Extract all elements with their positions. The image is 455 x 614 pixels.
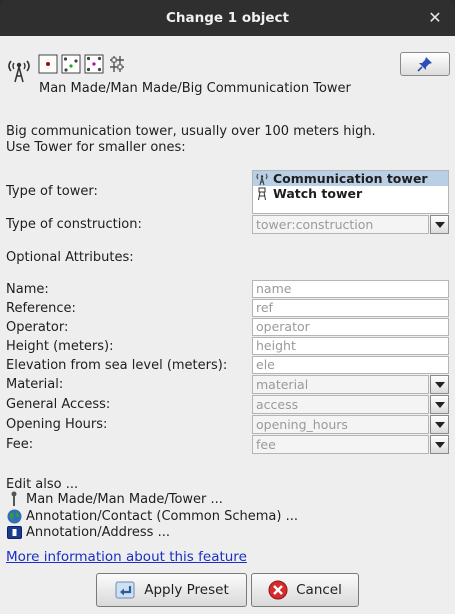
dialog-content bbox=[0, 36, 455, 614]
option-watch-tower: Watch tower bbox=[273, 186, 363, 201]
relation-icon bbox=[110, 56, 124, 72]
apply-arrow-icon bbox=[114, 580, 136, 600]
chevron-down-icon bbox=[435, 422, 445, 428]
edit-also-item-label: Man Made/Man Made/Tower ... bbox=[26, 491, 223, 507]
construction-dropdown-button[interactable] bbox=[430, 215, 449, 234]
title-bar bbox=[0, 0, 455, 36]
edit-also-contact-link[interactable] bbox=[6, 508, 298, 524]
height-field[interactable]: height bbox=[252, 337, 449, 355]
edit-also-item-label: Annotation/Contact (Common Schema) ... bbox=[26, 508, 299, 524]
opening-hours-dropdown-button[interactable] bbox=[430, 415, 449, 434]
chevron-down-icon bbox=[435, 222, 445, 228]
edit-also-address-link[interactable] bbox=[6, 524, 170, 540]
cancel-label: Cancel bbox=[296, 582, 342, 598]
optional-attributes-header: Optional Attributes: bbox=[6, 250, 134, 265]
tower-type-label: Type of tower: bbox=[6, 184, 98, 199]
cancel-button[interactable] bbox=[251, 573, 359, 607]
material-combo[interactable]: material bbox=[252, 375, 429, 394]
chevron-down-icon bbox=[435, 402, 445, 408]
construction-label: Type of construction: bbox=[6, 217, 142, 232]
globe-icon bbox=[6, 508, 22, 524]
preset-description bbox=[6, 124, 376, 156]
more-info-link[interactable]: More information about this feature bbox=[6, 549, 247, 565]
access-dropdown-button[interactable] bbox=[430, 395, 449, 414]
fee-label: Fee: bbox=[6, 437, 34, 452]
operator-field[interactable]: operator bbox=[252, 318, 449, 336]
fee-dropdown-button[interactable] bbox=[430, 435, 449, 454]
reference-label: Reference: bbox=[6, 301, 76, 316]
edit-also-item-label: Annotation/Address ... bbox=[26, 524, 170, 540]
node-icon bbox=[39, 55, 57, 73]
apply-preset-button[interactable] bbox=[96, 573, 247, 607]
reference-field[interactable]: ref bbox=[252, 299, 449, 317]
way-icon bbox=[62, 55, 80, 73]
window-title: Change 1 object bbox=[165, 10, 290, 26]
access-combo[interactable]: access bbox=[252, 395, 429, 414]
list-item[interactable] bbox=[253, 171, 448, 186]
description-line-2: Use Tower for smaller ones: bbox=[6, 140, 186, 155]
preset-type-icons bbox=[6, 52, 126, 82]
apply-preset-label: Apply Preset bbox=[144, 582, 229, 598]
material-dropdown-button[interactable] bbox=[430, 375, 449, 394]
pin-button[interactable] bbox=[400, 52, 450, 76]
address-icon bbox=[6, 524, 22, 540]
chevron-down-icon bbox=[435, 442, 445, 448]
tower-icon bbox=[255, 172, 269, 186]
elevation-label: Elevation from sea level (meters): bbox=[6, 358, 228, 373]
fee-combo[interactable]: fee bbox=[252, 435, 429, 454]
height-label: Height (meters): bbox=[6, 339, 114, 354]
chevron-down-icon bbox=[435, 382, 445, 388]
name-label: Name: bbox=[6, 282, 49, 297]
operator-label: Operator: bbox=[6, 320, 69, 335]
cancel-icon bbox=[268, 580, 288, 600]
construction-combo[interactable]: tower:construction bbox=[252, 215, 429, 234]
watch-tower-icon bbox=[255, 187, 269, 201]
pin-icon bbox=[417, 56, 433, 72]
opening-hours-combo[interactable]: opening_hours bbox=[252, 415, 429, 434]
preset-path: Man Made/Man Made/Big Communication Tower bbox=[39, 81, 351, 96]
closed-way-icon bbox=[85, 55, 103, 73]
tower-marker-icon bbox=[6, 491, 22, 507]
name-field[interactable]: name bbox=[252, 280, 449, 298]
opening-hours-label: Opening Hours: bbox=[6, 417, 108, 432]
access-label: General Access: bbox=[6, 397, 111, 412]
tower-icon bbox=[9, 61, 29, 82]
option-communication-tower: Communication tower bbox=[273, 171, 428, 186]
elevation-field[interactable]: ele bbox=[252, 356, 449, 374]
tower-type-list[interactable] bbox=[252, 170, 449, 214]
material-label: Material: bbox=[6, 377, 64, 392]
edit-also-tower-link[interactable] bbox=[6, 491, 223, 507]
description-line-1: Big communication tower, usually over 100 meters high. bbox=[6, 124, 376, 139]
list-item[interactable] bbox=[253, 186, 448, 201]
edit-also-header: Edit also ... bbox=[6, 477, 79, 492]
close-icon[interactable]: ✕ bbox=[428, 8, 442, 27]
